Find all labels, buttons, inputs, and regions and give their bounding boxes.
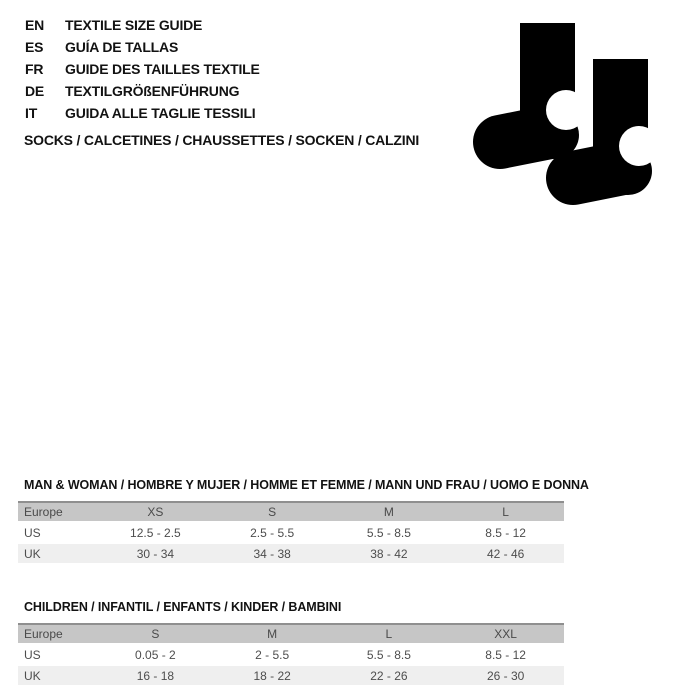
- size-range-cell: 8.5 - 12: [447, 644, 564, 665]
- column-header: XXL: [447, 624, 564, 644]
- column-header: M: [214, 624, 331, 644]
- size-range-cell: 2.5 - 5.5: [214, 522, 331, 543]
- sock-left: [500, 23, 586, 159]
- size-range-cell: 2 - 5.5: [214, 644, 331, 665]
- region-label: US: [18, 644, 97, 665]
- size-range-cell: 5.5 - 8.5: [331, 644, 448, 665]
- size-range-cell: 5.5 - 8.5: [331, 522, 448, 543]
- category-line: SOCKS / CALCETINES / CHAUSSETTES / SOCKEN / CALZINI: [24, 132, 420, 148]
- column-header: Europe: [18, 624, 97, 644]
- column-header: Europe: [18, 502, 97, 522]
- language-code: EN: [25, 17, 45, 33]
- column-header: M: [331, 502, 448, 522]
- size-range-cell: 34 - 38: [253, 546, 291, 561]
- language-label: TEXTILGRÖßENFÜHRUNG: [65, 83, 240, 99]
- table-title: CHILDREN / INFANTIL / ENFANTS / KINDER / BAMBINI: [24, 600, 342, 614]
- language-code: FR: [25, 61, 44, 77]
- table-row: [18, 522, 564, 543]
- language-list: [25, 14, 260, 124]
- table-header: [18, 624, 564, 644]
- size-range-cell: 42 - 46: [486, 546, 525, 561]
- language-row: [25, 102, 260, 124]
- column-header: S: [214, 502, 331, 522]
- size-range-cell: 18 - 22: [253, 668, 291, 683]
- table-row: [18, 644, 564, 665]
- region-label: UK: [24, 668, 41, 683]
- size-range-cell: 12.5 - 2.5: [97, 522, 214, 543]
- sock-heel-cutout: [619, 126, 659, 166]
- sock-right: [573, 59, 659, 195]
- table-body: [18, 644, 564, 685]
- language-label: GUIDE DES TAILLES TEXTILE: [65, 61, 260, 77]
- header-row: [18, 502, 564, 522]
- size-range-cell: 8.5 - 12: [447, 522, 564, 543]
- table-row: [18, 665, 564, 685]
- column-header: L: [447, 502, 564, 522]
- socks-icon: [470, 20, 660, 220]
- header-row: [18, 624, 564, 644]
- language-code: ES: [25, 39, 44, 55]
- size-table: [18, 623, 564, 685]
- language-label: TEXTILE SIZE GUIDE: [65, 17, 203, 33]
- size-range-cell: 0.05 - 2: [97, 644, 214, 665]
- language-row: [25, 80, 260, 102]
- size-table: [18, 501, 564, 563]
- table-body: [18, 522, 564, 563]
- column-header: S: [97, 624, 214, 644]
- size-table-man-woman: [18, 478, 589, 563]
- language-row: [25, 58, 260, 80]
- column-header: L: [331, 624, 448, 644]
- language-code: IT: [25, 105, 38, 121]
- language-row: [25, 14, 260, 36]
- size-range-cell: 22 - 26: [370, 668, 408, 683]
- table-row: [18, 543, 564, 563]
- language-row: [25, 36, 260, 58]
- sock-heel-cutout: [546, 90, 586, 130]
- language-code: DE: [25, 83, 45, 99]
- socks-icon-svg: [470, 20, 660, 220]
- size-range-cell: 26 - 30: [486, 668, 525, 683]
- size-table-children: [18, 600, 564, 685]
- table-title: MAN & WOMAN / HOMBRE Y MUJER / HOMME ET FEMME / MANN UND FRAU / UOMO E DONNA: [24, 478, 589, 492]
- language-label: GUÍA DE TALLAS: [65, 39, 179, 55]
- size-range-cell: 38 - 42: [370, 546, 408, 561]
- language-label: GUIDA ALLE TAGLIE TESSILI: [65, 105, 256, 121]
- region-label: UK: [24, 546, 41, 561]
- region-label: US: [18, 522, 97, 543]
- column-header: XS: [97, 502, 214, 522]
- table-header: [18, 502, 564, 522]
- size-range-cell: 30 - 34: [136, 546, 175, 561]
- size-range-cell: 16 - 18: [136, 668, 175, 683]
